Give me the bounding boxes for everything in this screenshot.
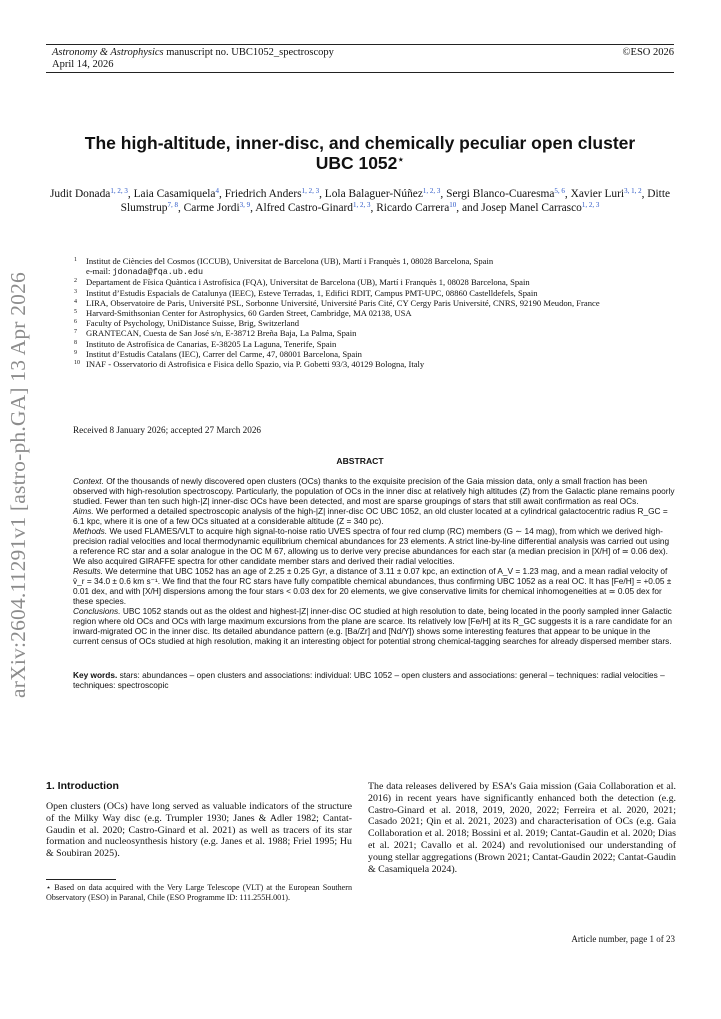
email-label: e-mail: [86,266,113,277]
affiliation-text: Departament de Física Quàntica i Astrofísica (FQA), Universitat de Barcelona (UB), Martí i Franquès 1, 08028 Barcelona, Spain [86,277,530,288]
author: Friedrich Anders [224,188,302,200]
abstract-results [73,566,676,606]
author-affiliation-ref[interactable]: 4 [215,187,219,195]
affiliation-text: INAF - Osservatorio di Astrofisica e Fisica dello Spazio, via P. Gobetti 93/3, 40129 Bologna, Italy [86,359,425,370]
affiliation-text: GRANTECAN, Cuesta de San José s/n, E-38712 Breña Baja, La Palma, Spain [86,328,357,339]
abstract-heading: ABSTRACT [336,456,384,466]
affiliation-number: 3 [74,288,77,295]
affiliation [74,256,654,266]
affiliation [74,318,654,328]
author-affiliation-ref[interactable]: 1, 2, 3 [422,187,441,195]
author-affiliation-ref[interactable]: 5, 6 [554,187,565,195]
author: Sergi Blanco-Cuaresma [446,188,555,200]
author: Josep Manel Carrasco [481,202,582,214]
author-affiliation-ref[interactable]: 1, 2, 3 [353,201,371,209]
arxiv-stamp[interactable]: arXiv:2604.11291v1 [astro-ph.GA] 13 Apr 2026 [6,271,30,698]
email-address[interactable]: jdonada@fqa.ub.edu [112,267,203,278]
affiliation-text: Institut de Ciències del Cosmos (ICCUB), Universitat de Barcelona (UB), Martí i Franquès 1, 08028 Barcelona, Spain [86,256,494,266]
affiliation-number: 7 [74,329,77,336]
footnote-star: ⋆ [46,883,52,892]
affiliation [74,339,654,349]
author-affiliation-ref[interactable]: 7, 8 [167,201,178,209]
footnote-text: Based on data acquired with the Very Large Telescope (VLT) at the European Southern Observatory (ESO) in Paranal, Chile (ESO Programme ID: 111.255H.001). [46,883,352,902]
affiliation [74,277,654,287]
title-line-1: The high-altitude, inner-disc, and chemically peculiar open cluster [84,133,636,153]
footnote [46,883,352,902]
results-text: We determine that UBC 1052 has an age of 2.25 ± 0.25 Gyr, a distance of 3.11 ± 0.07 kpc, an extinction of A_V = 1.23 mag, and a mean radial velocity of v̄_r = 34.0 ± 0.6 km s⁻¹. We find that the four RC stars have fully compatible chemical abundances, thus confirming UBC 1052 as a real OC. It has [Fe/H] = +0.05 ± 0.01 dex, and with [X/H] dispersions among the four stars < 0.03 dex for 20 elements, we give conservative limits for chemical inhomogeneities at ≃ 0.05 dex for these species. [73,566,672,606]
affiliation [74,288,654,298]
footnote-rule [46,879,116,880]
affiliation-number: 1 [74,257,77,263]
title-footnote-star[interactable]: ⋆ [397,154,405,166]
affiliation-number: 9 [74,349,77,356]
abstract-body [73,476,676,646]
conclusions-label: Conclusions. [73,606,121,616]
author-list: Judit Donada$^{1, 2, 3}$, Laia Casamiquela$^4$, Friedrich Anders$^{1, 2, 3}$, Lola Balaguer-Núñez$^{1, 2, 3}$, Sergi Blanco-Cuaresma$^{5, 6}$, Xavier Luri$^{3, 1, 2}$, Ditte Slumstrup$^{7, 8}$, Carme Jordi$^{3, 9}$, Alfred Castro-Ginard$^{1, 2, 3}$, Ricardo Carrera$^{10}$, and Josep Manel Carrasco$^{1, 2, 3}$ [49,187,671,214]
aims-text: We performed a detailed spectroscopic analysis of the high-|Z| inner-disc OC UBC 1052, an old cluster located at a cylindrical galactocentric radius R_GC = 6.1 kpc, where it is one of a few OCs situated at a considerable altitude (Z = 340 pc). [73,506,668,526]
affiliation-list [74,256,654,369]
header-date: April 14, 2026 [52,59,114,70]
affiliation-text: Instituto de Astrofísica de Canarias, E-38205 La Laguna, Tenerife, Spain [86,338,337,349]
results-label: Results. [73,566,103,576]
context-label: Context. [73,476,104,486]
affiliation-text: Institut d’Estudis Espacials de Catalunya (IEEC), Esteve Terradas, 1, Edifici RDIT, Campus PMT-UPC, 08860 Castelldefels, Spain [86,287,538,298]
header-left [52,47,334,71]
affiliation-text: Faculty of Psychology, UniDistance Suisse, Brig, Switzerland [86,318,300,329]
author: Ditte Slumstrup [120,188,671,214]
affiliation [74,328,654,338]
author-affiliation-ref[interactable]: 1, 2, 3 [581,201,600,209]
affiliation-number: 10 [74,360,80,367]
affiliation [74,349,654,359]
running-header [46,44,674,73]
section-heading-introduction: 1. Introduction [46,780,119,792]
abstract-context [73,476,676,506]
affiliation [74,308,654,318]
affiliation-text: LIRA, Observatoire de Paris, Université PSL, Sorbonne Université, Université Paris Cité, CY Cergy Paris Université, CNRS, 92190 Meudon, France [86,297,600,308]
methods-label: Methods. [73,526,108,536]
conclusions-text: UBC 1052 stands out as the oldest and highest-|Z| inner-disc OC studied at high resolution to date, being located in the poorly sampled inner Galactic region where old OCs and OCs with large maximum excursions from the plane are scarce. Its relatively low [Fe/H] at its R_GC suggests it is a rare candidate for an inward-migrated OC in the inner disc. Its detailed abundance pattern (e.g. [Ba/Zr] and [Nd/Y]) shows some interesting features that appear to be unique in the current census of OCs studied at high resolution, making it an interesting object for potential strong chemical-tagging searches for already dispersed member stars. [73,606,673,646]
author-affiliation-ref[interactable]: 3, 9 [239,201,251,209]
received-dates: Received 8 January 2026; accepted 27 March 2026 [73,425,262,435]
author: Lola Balaguer-Núñez [324,188,423,200]
affiliation-text: Institut d’Estudis Catalans (IEC), Carrer del Carme, 47, 08001 Barcelona, Spain [86,348,362,359]
keywords-label: Key words. [73,670,118,680]
author: Alfred Castro-Ginard [255,202,353,214]
author: Xavier Luri [570,188,625,200]
affiliation-email [74,266,654,277]
affiliation-number: 8 [74,339,77,346]
affiliation-number: 4 [74,298,77,305]
author: Laia Casamiquela [133,188,216,200]
author: Ricardo Carrera [376,202,450,214]
affiliation-number: 2 [74,278,77,285]
affiliation-number: 6 [74,319,77,326]
author: Judit Donada [49,188,111,200]
abstract-conclusions [73,606,676,646]
affiliation [74,359,654,369]
affiliation-number: 5 [74,309,77,316]
keywords-text: stars: abundances – open clusters and associations: individual: UBC 1052 – open clusters and associations: general – techniques: radial velocities – techniques: spectroscopic [73,670,665,690]
journal-name: Astronomy & Astrophysics [52,47,164,58]
abstract-aims [73,506,676,526]
manuscript-id: manuscript no. UBC1052_spectroscopy [163,47,334,58]
abstract-methods [73,526,676,566]
affiliation-text: Harvard-Smithsonian Center for Astrophysics, 60 Garden Street, Cambridge, MA 02138, USA [86,308,412,319]
author-affiliation-ref[interactable]: 3, 1, 2 [624,187,642,195]
methods-text: We used FLAMES/VLT to acquire high signal-to-noise ratio UVES spectra of four red clump (RC) members (G ∼ 14 mag), from which we derived high-precision radial velocities and local thermodynamic equilibrium chemical abundances for 23 elements. A strict line-by-line differential analysis was carried out using a reference RC star and a solar analogue in the OC M 67, allowing us to derive very precise abundances for each star (a median precision in [X/H] of ≃ 0.06 dex). We also acquired GIRAFFE spectra for other candidate member stars and derived their radial velocities. [73,526,670,566]
affiliation [74,298,654,308]
aims-label: Aims. [73,506,94,516]
author-affiliation-ref[interactable]: 1, 2, 3 [110,187,128,195]
intro-paragraph-right: The data releases delivered by ESA’s Gaia mission (Gaia Collaboration et al. 2016) in recent years have significantly enhanced both the detection (e.g. Castro-Ginard et al. 2018, 2019, 2020, 2022; Ferreira et al. 2020, 2021; Casado 2021; Qin et al. 2021, 2023) and characterisation of OCs (e.g. Gaia Collaboration et al. 2018; Bossini et al. 2019; Cantat-Gaudin et al. 2020; Dias et al. 2021; Cavallo et al. 2024) and revolutionised our understanding of young stellar aggregations (Brown 2021; Cantat-Gaudin 2022; Cantat-Gaudin & Casamiquela 2024). [368,781,676,875]
context-text: Of the thousands of newly discovered open clusters (OCs) thanks to the exquisite precision of the Gaia mission data, only a small fraction has been observed with high-resolution spectroscopy. Particularly, the population of OCs in the inner disc at relatively high altitudes (Z) from the Galactic plane remains poorly studied. Fewer than ten such high-|Z| inner-disc OCs have been detected, and most are sparse groupings of stars that still await confirmation as real OCs. [73,476,675,506]
keywords [73,670,676,690]
author-affiliation-ref[interactable]: 10 [449,201,457,209]
paper-title [46,133,674,173]
page-number: Article number, page 1 of 23 [571,934,675,944]
copyright: ©ESO 2026 [622,47,674,58]
author: Carme Jordi [183,202,240,214]
title-line-2: UBC 1052 [315,153,398,173]
author-affiliation-ref[interactable]: 1, 2, 3 [301,187,320,195]
intro-paragraph-left: Open clusters (OCs) have long served as valuable indicators of the structure of the Milky Way disc (e.g. Trumpler 1930; Janes & Adler 1982; Cantat-Gaudin et al. 2020; Castro-Ginard et al. 2021) as well as tracers of its star formation and nucleosynthesis history (e.g. Janes et al. 1988; Friel 1995; Hu & Soubiran 2025). [46,801,352,860]
